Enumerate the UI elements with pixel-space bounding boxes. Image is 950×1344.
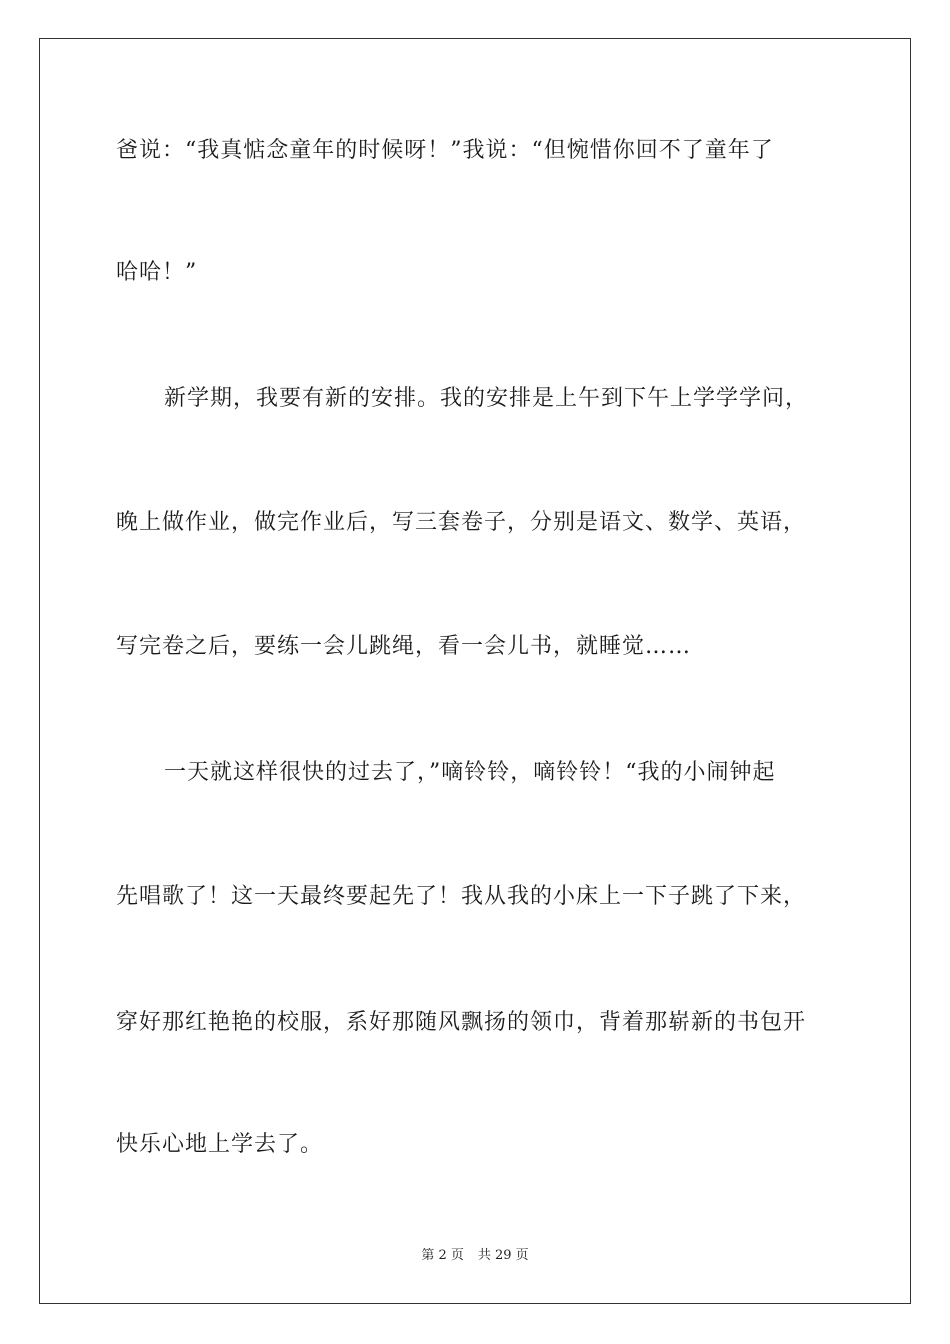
text-line-2: 哈哈！” [116,260,198,285]
text-line-5: 写完卷之后，要练一会儿跳绳，看一会儿书，就睡觉…… [116,634,692,659]
text-line-4: 晚上做作业，做完作业后，写三套卷子，分别是语文、数学、英语， [116,510,807,535]
text-line-1: 爸说：“我真惦念童年的时候呀！”我说：“但惋惜你回不了童年了 [116,138,774,163]
page-border [39,38,911,1304]
text-line-7: 先唱歌了！这一天最终要起先了！我从我的小床上一下子跳了下来， [116,884,807,909]
page-footer [0,1247,950,1265]
page-number: 第 2 页 [421,1248,464,1263]
text-line-8: 穿好那红艳艳的校服，系好那随风飘扬的领巾，背着那崭新的书包开 [116,1010,807,1035]
text-line-3: 新学期，我要有新的安排。我的安排是上午到下午上学学学问， [164,386,809,411]
total-pages: 共 29 页 [477,1248,529,1263]
text-line-6: 一天就这样很快的过去了，”嘀铃铃，嘀铃铃！“我的小闹钟起 [164,760,776,785]
text-line-9: 快乐心地上学去了。 [116,1132,324,1157]
